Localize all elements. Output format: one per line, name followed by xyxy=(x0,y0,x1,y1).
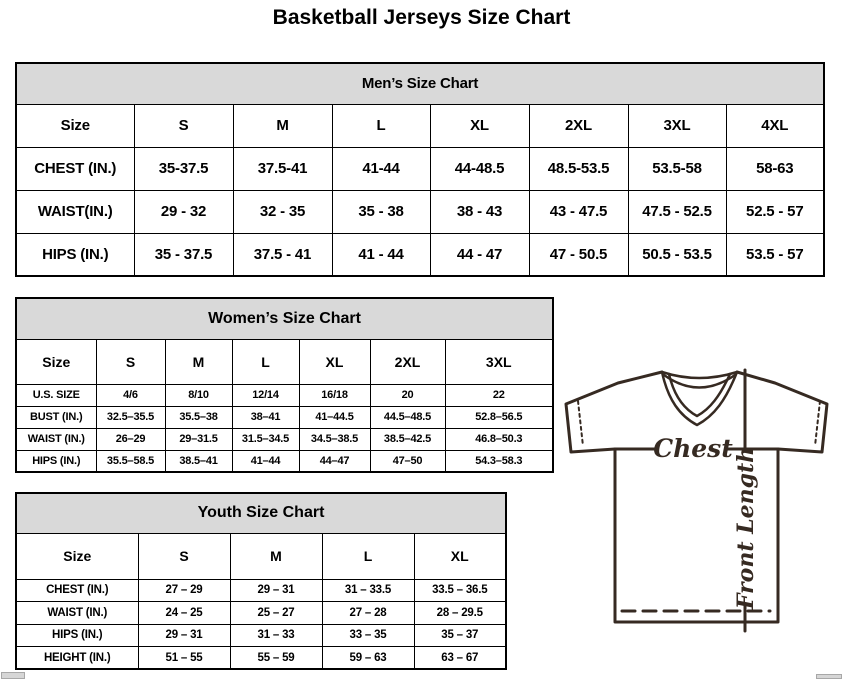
size-value-cell: 16/18 xyxy=(299,384,370,406)
size-value-cell: 48.5-53.5 xyxy=(529,147,628,190)
column-header-cell: Size xyxy=(16,339,96,384)
size-value-cell: 28 – 29.5 xyxy=(414,602,506,625)
youth-size-table xyxy=(15,492,507,670)
size-value-cell: 44 - 47 xyxy=(430,233,529,276)
column-header-cell: XL xyxy=(430,104,529,147)
size-value-cell: 38 - 43 xyxy=(430,190,529,233)
table-row xyxy=(16,406,553,428)
size-value-cell: 26–29 xyxy=(96,428,165,450)
column-header-cell: M xyxy=(233,104,332,147)
size-value-cell: 35 - 38 xyxy=(332,190,430,233)
size-value-cell: 22 xyxy=(445,384,553,406)
row-label-cell: U.S. SIZE xyxy=(16,384,96,406)
size-value-cell: 32.5–35.5 xyxy=(96,406,165,428)
size-value-cell: 4/6 xyxy=(96,384,165,406)
size-value-cell: 27 – 29 xyxy=(138,579,230,602)
chest-label: Chest xyxy=(653,434,733,463)
column-header-cell: L xyxy=(232,339,299,384)
column-header-cell: L xyxy=(322,533,414,579)
size-value-cell: 41 - 44 xyxy=(332,233,430,276)
size-value-cell: 29 – 31 xyxy=(230,579,322,602)
size-value-cell: 44-48.5 xyxy=(430,147,529,190)
size-value-cell: 34.5–38.5 xyxy=(299,428,370,450)
row-label-cell: WAIST (IN.) xyxy=(16,428,96,450)
size-value-cell: 47–50 xyxy=(370,450,445,472)
size-value-cell: 29 - 32 xyxy=(134,190,233,233)
table-row xyxy=(16,384,553,406)
size-value-cell: 35 - 37.5 xyxy=(134,233,233,276)
size-value-cell: 27 – 28 xyxy=(322,602,414,625)
column-header-cell: XL xyxy=(299,339,370,384)
left-cuff-stitch xyxy=(578,401,583,446)
table-row xyxy=(16,147,824,190)
size-value-cell: 44–47 xyxy=(299,450,370,472)
size-value-cell: 29–31.5 xyxy=(165,428,232,450)
size-value-cell: 24 – 25 xyxy=(138,602,230,625)
collar-back-curve xyxy=(662,372,737,378)
size-value-cell: 31 – 33.5 xyxy=(322,579,414,602)
size-value-cell: 20 xyxy=(370,384,445,406)
table-row xyxy=(16,493,506,533)
column-header-cell: 3XL xyxy=(445,339,553,384)
column-header-cell: 2XL xyxy=(529,104,628,147)
row-label-cell: WAIST (IN.) xyxy=(16,602,138,625)
size-value-cell: 59 – 63 xyxy=(322,647,414,670)
size-value-cell: 63 – 67 xyxy=(414,647,506,670)
column-header-cell: M xyxy=(230,533,322,579)
page-title: Basketball Jerseys Size Chart xyxy=(272,6,571,29)
right-cuff-stitch xyxy=(815,401,820,446)
size-value-cell: 35-37.5 xyxy=(134,147,233,190)
size-value-cell: 47 - 50.5 xyxy=(529,233,628,276)
table-row xyxy=(16,579,506,602)
column-header-cell: S xyxy=(134,104,233,147)
table-row xyxy=(16,339,553,384)
jersey-diagram-icon xyxy=(556,358,842,674)
table-row xyxy=(16,233,824,276)
column-header-cell: 2XL xyxy=(370,339,445,384)
row-label-cell: CHEST (IN.) xyxy=(16,147,134,190)
size-value-cell: 46.8–50.3 xyxy=(445,428,553,450)
column-header-cell: M xyxy=(165,339,232,384)
column-header-cell: Size xyxy=(16,533,138,579)
column-header-cell: L xyxy=(332,104,430,147)
jersey-measurement-diagram xyxy=(556,358,842,674)
size-value-cell: 44.5–48.5 xyxy=(370,406,445,428)
size-value-cell: 35.5–38 xyxy=(165,406,232,428)
column-header-cell: 3XL xyxy=(628,104,726,147)
size-value-cell: 53.5 - 57 xyxy=(726,233,824,276)
column-header-cell: XL xyxy=(414,533,506,579)
size-value-cell: 51 – 55 xyxy=(138,647,230,670)
horizontal-scrollbar-left-stub[interactable] xyxy=(1,672,25,679)
size-value-cell: 35 – 37 xyxy=(414,624,506,647)
column-header-cell: S xyxy=(138,533,230,579)
size-value-cell: 52.5 - 57 xyxy=(726,190,824,233)
row-label-cell: HIPS (IN.) xyxy=(16,624,138,647)
row-label-cell: HIPS (IN.) xyxy=(16,233,134,276)
womens-size-table xyxy=(15,297,554,473)
size-value-cell: 31.5–34.5 xyxy=(232,428,299,450)
size-value-cell: 58-63 xyxy=(726,147,824,190)
table-row xyxy=(16,624,506,647)
size-value-cell: 52.8–56.5 xyxy=(445,406,553,428)
size-value-cell: 29 – 31 xyxy=(138,624,230,647)
size-value-cell: 33.5 – 36.5 xyxy=(414,579,506,602)
horizontal-scrollbar-right-stub[interactable] xyxy=(816,674,842,679)
jersey-outline xyxy=(566,372,827,622)
table-row xyxy=(16,298,553,339)
size-value-cell: 54.3–58.3 xyxy=(445,450,553,472)
size-value-cell: 47.5 - 52.5 xyxy=(628,190,726,233)
size-value-cell: 41-44 xyxy=(332,147,430,190)
size-value-cell: 55 – 59 xyxy=(230,647,322,670)
youth-table-title: Youth Size Chart xyxy=(16,493,506,533)
size-value-cell: 31 – 33 xyxy=(230,624,322,647)
size-value-cell: 50.5 - 53.5 xyxy=(628,233,726,276)
row-label-cell: CHEST (IN.) xyxy=(16,579,138,602)
table-row xyxy=(16,450,553,472)
front-length-label: Front Length xyxy=(733,446,759,610)
size-value-cell: 53.5-58 xyxy=(628,147,726,190)
size-value-cell: 38.5–41 xyxy=(165,450,232,472)
row-label-cell: HIPS (IN.) xyxy=(16,450,96,472)
table-row xyxy=(16,428,553,450)
row-label-cell: BUST (IN.) xyxy=(16,406,96,428)
size-value-cell: 43 - 47.5 xyxy=(529,190,628,233)
size-value-cell: 35.5–58.5 xyxy=(96,450,165,472)
row-label-cell: WAIST(IN.) xyxy=(16,190,134,233)
table-row xyxy=(16,63,824,104)
table-row xyxy=(16,190,824,233)
size-value-cell: 12/14 xyxy=(232,384,299,406)
column-header-cell: S xyxy=(96,339,165,384)
size-value-cell: 8/10 xyxy=(165,384,232,406)
column-header-cell: 4XL xyxy=(726,104,824,147)
table-row xyxy=(16,647,506,670)
size-value-cell: 38.5–42.5 xyxy=(370,428,445,450)
table-row xyxy=(16,602,506,625)
row-label-cell: HEIGHT (IN.) xyxy=(16,647,138,670)
size-value-cell: 41–44 xyxy=(232,450,299,472)
mens-table-title: Men’s Size Chart xyxy=(16,63,824,104)
size-value-cell: 25 – 27 xyxy=(230,602,322,625)
table-row xyxy=(16,533,506,579)
size-value-cell: 32 - 35 xyxy=(233,190,332,233)
size-value-cell: 37.5-41 xyxy=(233,147,332,190)
mens-size-table xyxy=(15,62,825,277)
size-value-cell: 33 – 35 xyxy=(322,624,414,647)
column-header-cell: Size xyxy=(16,104,134,147)
size-value-cell: 41–44.5 xyxy=(299,406,370,428)
table-row xyxy=(16,104,824,147)
size-value-cell: 38–41 xyxy=(232,406,299,428)
womens-table-title: Women’s Size Chart xyxy=(16,298,553,339)
size-value-cell: 37.5 - 41 xyxy=(233,233,332,276)
